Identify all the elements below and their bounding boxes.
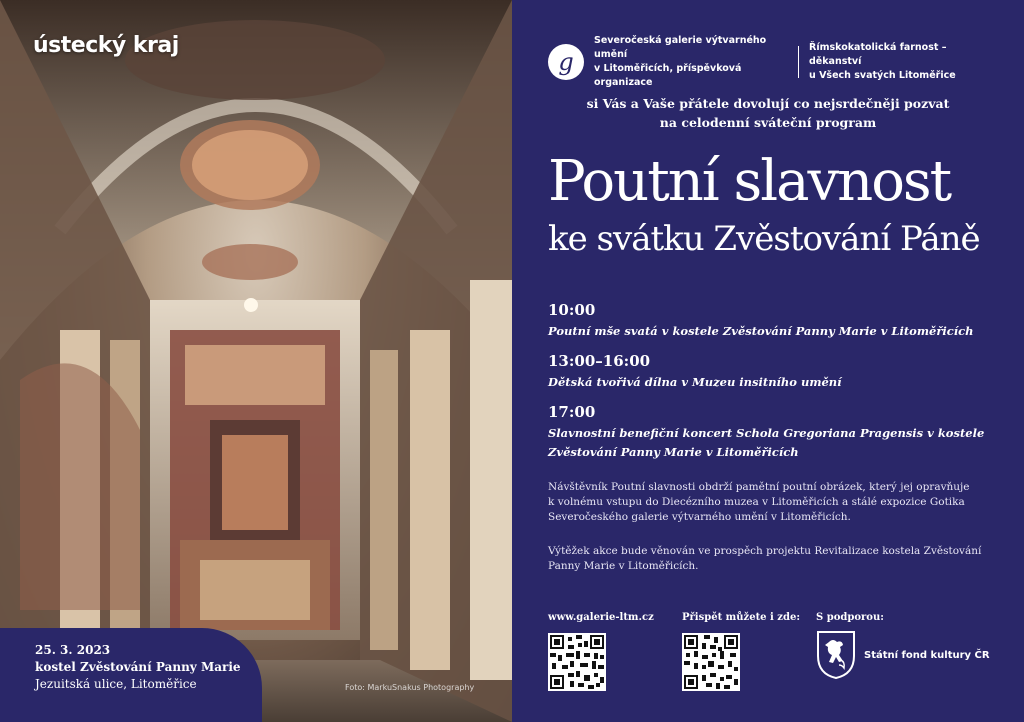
- proceeds-info-line: Panny Marie v Litoměřicích.: [548, 560, 699, 572]
- proceeds-info: [548, 544, 998, 574]
- event-subtitle: ke svátku Zvěstování Páně: [548, 219, 980, 259]
- program-time: 10:00: [548, 301, 596, 319]
- gallery-name-line: Severočeská galerie výtvarného umění: [594, 35, 767, 60]
- program-time: 13:00–16:00: [548, 352, 651, 370]
- parish-name-line: u Všech svatých Litoměřice: [809, 70, 956, 81]
- qr-code-icon[interactable]: [682, 633, 740, 691]
- invitation-panel: [512, 0, 1024, 722]
- invitation-line: si Vás a Vaše přátele dovolují co nejsrdečněji pozvat: [586, 96, 950, 111]
- program-time: 17:00: [548, 403, 596, 421]
- program-desc: Poutní mše svatá v kostele Zvěstování Panny Marie v Litoměřicích: [548, 324, 974, 338]
- coat-of-arms-icon: [816, 630, 856, 680]
- program-item: [548, 349, 998, 392]
- state-culture-fund: [816, 630, 990, 680]
- ustecky-kraj-logo: ústecký kraj: [33, 33, 179, 58]
- program-list: [548, 298, 998, 470]
- event-date: 25. 3. 2023: [35, 643, 111, 657]
- photo-credit: Foto: MarkuSnakus Photography: [345, 683, 475, 692]
- event-address: Jezuitská ulice, Litoměřice: [35, 677, 197, 691]
- organizers: [548, 34, 989, 90]
- parish-name: [809, 41, 989, 83]
- invitation-line: na celodenní sváteční program: [659, 115, 877, 130]
- program-desc: Zvěstování Panny Marie v Litoměřicích: [548, 445, 799, 459]
- donate-label: Přispět můžete i zde:: [682, 612, 801, 623]
- visitor-info-line: Návštěvník Poutní slavnosti obdrží pamětní poutní obrázek, který jej opravňuje: [548, 481, 970, 493]
- program-item: [548, 298, 998, 341]
- qr-code-icon[interactable]: [548, 633, 606, 691]
- event-place: kostel Zvěstování Panny Marie: [35, 660, 241, 674]
- visitor-info-line: k volnému vstupu do Diecézního muzea v Litoměřicích a stálé expozice Gotika: [548, 496, 965, 508]
- program-item: [548, 400, 998, 462]
- program-desc: Dětská tvořivá dílna v Muzeu insitního umění: [548, 375, 842, 389]
- event-title: Poutní slavnost: [548, 149, 951, 214]
- gallery-name: [594, 34, 790, 90]
- program-desc: Slavnostní benefiční koncert Schola Gregoriana Pragensis v kostele: [548, 426, 985, 440]
- event-date-box: [0, 628, 262, 722]
- gallery-logo-icon: g: [548, 44, 584, 80]
- organizer-divider: [798, 46, 799, 78]
- website-link[interactable]: www.galerie-ltm.cz: [548, 612, 654, 623]
- invitation-text: [512, 94, 1024, 132]
- visitor-info-line: Severočeského galerie výtvarného umění v Litoměřicích.: [548, 511, 851, 523]
- visitor-info: [548, 480, 998, 525]
- state-culture-fund-label: Státní fond kultury ČR: [864, 649, 990, 661]
- gallery-name-line: v Litoměřicích, příspěvková organizace: [594, 63, 742, 88]
- support-label: S podporou:: [816, 612, 884, 623]
- parish-name-line: Římskokatolická farnost – děkanství: [809, 42, 947, 67]
- proceeds-info-line: Výtěžek akce bude věnován ve prospěch projektu Revitalizace kostela Zvěstování: [548, 545, 982, 557]
